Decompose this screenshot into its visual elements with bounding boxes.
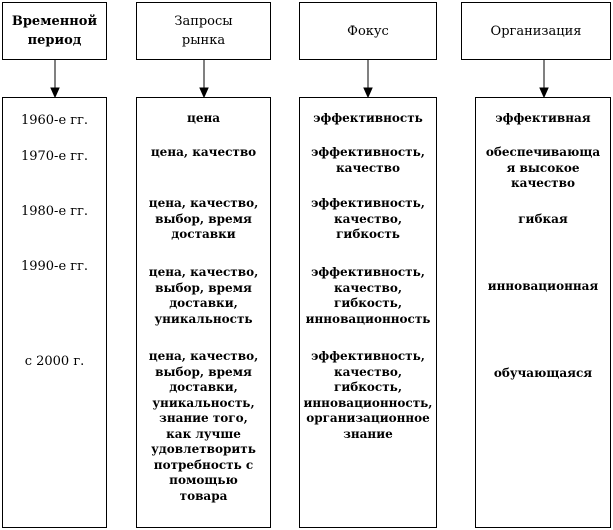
- header-focus-label: Фокус: [347, 23, 389, 39]
- period-2000: с 2000 г.: [24, 354, 85, 369]
- period-1970: 1970-е гг.: [20, 149, 89, 164]
- demand-1970: цена, качество: [150, 145, 257, 159]
- arrow-head-focus: [364, 88, 372, 97]
- arrow-head-time-period: [51, 88, 59, 97]
- focus-1980: эффективность, качество, гибкость: [311, 196, 425, 241]
- demand-2000: цена, качество, выбор, время доставки, уникальность, знание того, как лучше удовлетворить потребность с помощью товара: [148, 349, 259, 503]
- period-1990: 1990-е гг.: [20, 259, 89, 274]
- column-focus: [299, 97, 437, 528]
- demand-1980: цена, качество, выбор, время доставки: [148, 196, 259, 241]
- focus-1990: эффективность, качество, гибкость, инновационность: [305, 265, 431, 326]
- period-1960: 1960-е гг.: [20, 113, 89, 128]
- arrow-head-market-demands: [200, 88, 208, 97]
- focus-2000: эффективность, качество, гибкость, инновационность, организационное знание: [303, 349, 433, 441]
- period-1980: 1980-е гг.: [20, 204, 89, 219]
- demand-1960: цена: [186, 111, 221, 125]
- column-market-demands: [136, 97, 271, 528]
- organization-2000: обучающаяся: [493, 366, 593, 380]
- header-organization-label: Организация: [490, 23, 582, 39]
- column-time-period: [2, 97, 107, 528]
- focus-1970: эффективность, качество: [311, 145, 425, 175]
- header-time-period-label: Временной период: [11, 14, 98, 48]
- column-organization: [475, 97, 611, 528]
- focus-1960: эффективность: [313, 111, 423, 125]
- header-market-demands-label: Запросы рынка: [174, 14, 233, 48]
- organization-1990: инновационная: [487, 279, 599, 293]
- demand-1990: цена, качество, выбор, время доставки, уникальность: [148, 265, 259, 326]
- organization-1970: обеспечивающа я высокое качество: [485, 145, 601, 190]
- arrow-head-organization: [540, 88, 548, 97]
- organization-1960: эффективная: [495, 111, 591, 125]
- organization-1980: гибкая: [518, 212, 568, 226]
